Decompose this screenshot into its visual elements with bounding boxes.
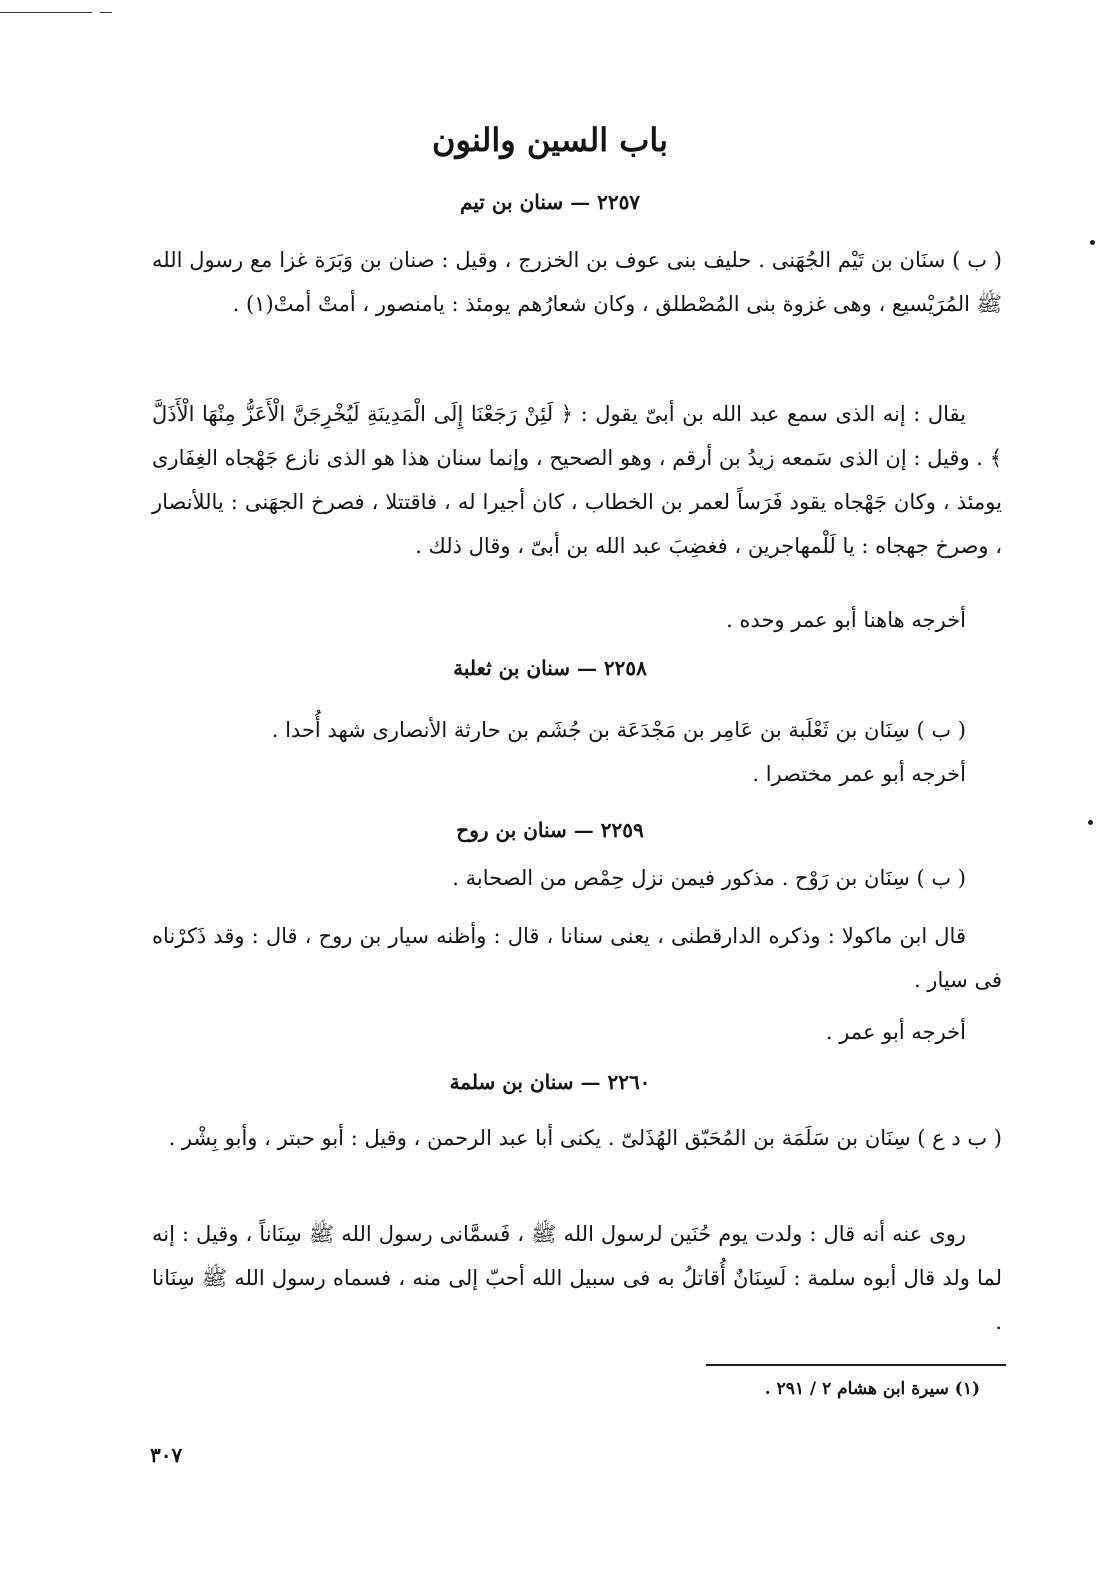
entry-2258-paragraph-1: ( ب ) سِنَان بن ثَعْلَبة بن عَامِر بن مَجْدَعَة بن جُشَم بن حارثة الأنصارى شهد أُحدا . [271,718,966,742]
entry-2260-paragraph-2: روى عنه أنه قال : ولدت يوم حُنَين لرسول الله ﷺ ، فَسمَّانى رسول الله ﷺ سِنَاناً ، وقيل : إنه لما ولد قال أبوه سلمة : لَسِنَانٌ أُقاتلُ به فى سبيل الله أحبّ إلى منه ، فسماه رسول الله ﷺ سِنَانا . [152,1222,1002,1334]
entry-2259-paragraph-1: ( ب ) سِنَان بن رَوْح . مذكور فيمن نزل حِمْص من الصحابة . [452,866,966,890]
entry-heading-2260: ٢٢٦٠ — سنان بن سلمة [449,1070,651,1094]
entry-2257-paragraph-3: أخرجه هاهنا أبو عمر وحده . [726,608,966,632]
page-number: ٣٠٧ [150,1443,183,1467]
top-scan-mark [0,12,92,13]
entry-heading-2258: ٢٢٥٨ — سنان بن ثعلبة [453,656,647,680]
entry-2259-paragraph-3: أخرجه أبو عمر . [825,1020,966,1044]
footnote: (١) سيرة ابن هشام ٢ / ٢٩١ . [764,1379,980,1399]
scan-dot [1088,820,1093,825]
entry-2260-paragraph-1: ( ب د ع ) سِنَان بن سَلَمَة بن المُحَبّق الهُذَلىّ . يكنى أبا عبد الرحمن ، وقيل : أبو حبتر ، وأبو بِشْر . [168,1126,1002,1150]
top-scan-mark [100,12,112,13]
entry-2257-paragraph-2: يقال : إنه الذى سمع عبد الله بن أبىّ يقول : ﴿ لَئِنْ رَجَعْنَا إِلَى الْمَدِينَةِ لَيُخْرِجَنَّ الْأَعَزُّ مِنْهَا الْأَذَلَّ ﴾ . وقيل : إن الذى سَمعه زيدُ بن أرقم ، وهو الصحيح ، وإنما سنان هذا هو الذى نازع جَهْجاه الغِفَارى يومئذ ، وكان جَهْجاه يقود فَرَساً لعمر بن الخطاب ، كان أجيرا له ، فاقتتلا ، فصرخ الجهَنى : ياللأنصار ، وصرخ جهجاه : يا لَلْمهاجرين ، فغضِبَ عبد الله بن أبىّ ، وقال ذلك . [152,402,1002,558]
chapter-title: باب السين والنون [431,121,669,159]
footnote-rule [706,1364,1006,1366]
entry-2258-paragraph-2: أخرجه أبو عمر مختصرا . [752,762,966,786]
entry-heading-2257: ٢٢٥٧ — سنان بن تيم [459,190,641,214]
entry-2259-paragraph-2: قال ابن ماكولا : وذكره الدارقطنى ، يعنى سنانا ، قال : وأظنه سيار بن روح ، قال : وقد ذَكرْناه فى سيار . [152,924,1002,992]
entry-heading-2259: ٢٢٥٩ — سنان بن روح [456,818,644,842]
entry-2257-paragraph-1: ( ب ) سنَان بن تَيْم الجُهَنى . حليف بنى عوف بن الخزرج ، وقيل : صنان بن وَبَرَة غزا مع رسول الله ﷺ المُرَيْسيع ، وهى غزوة بنى المُصْطلق ، وكان شعارُهم يومئذ : يامنصور ، أمتْ أمتْ(١) . [152,248,1002,316]
scan-dot [1090,240,1095,245]
